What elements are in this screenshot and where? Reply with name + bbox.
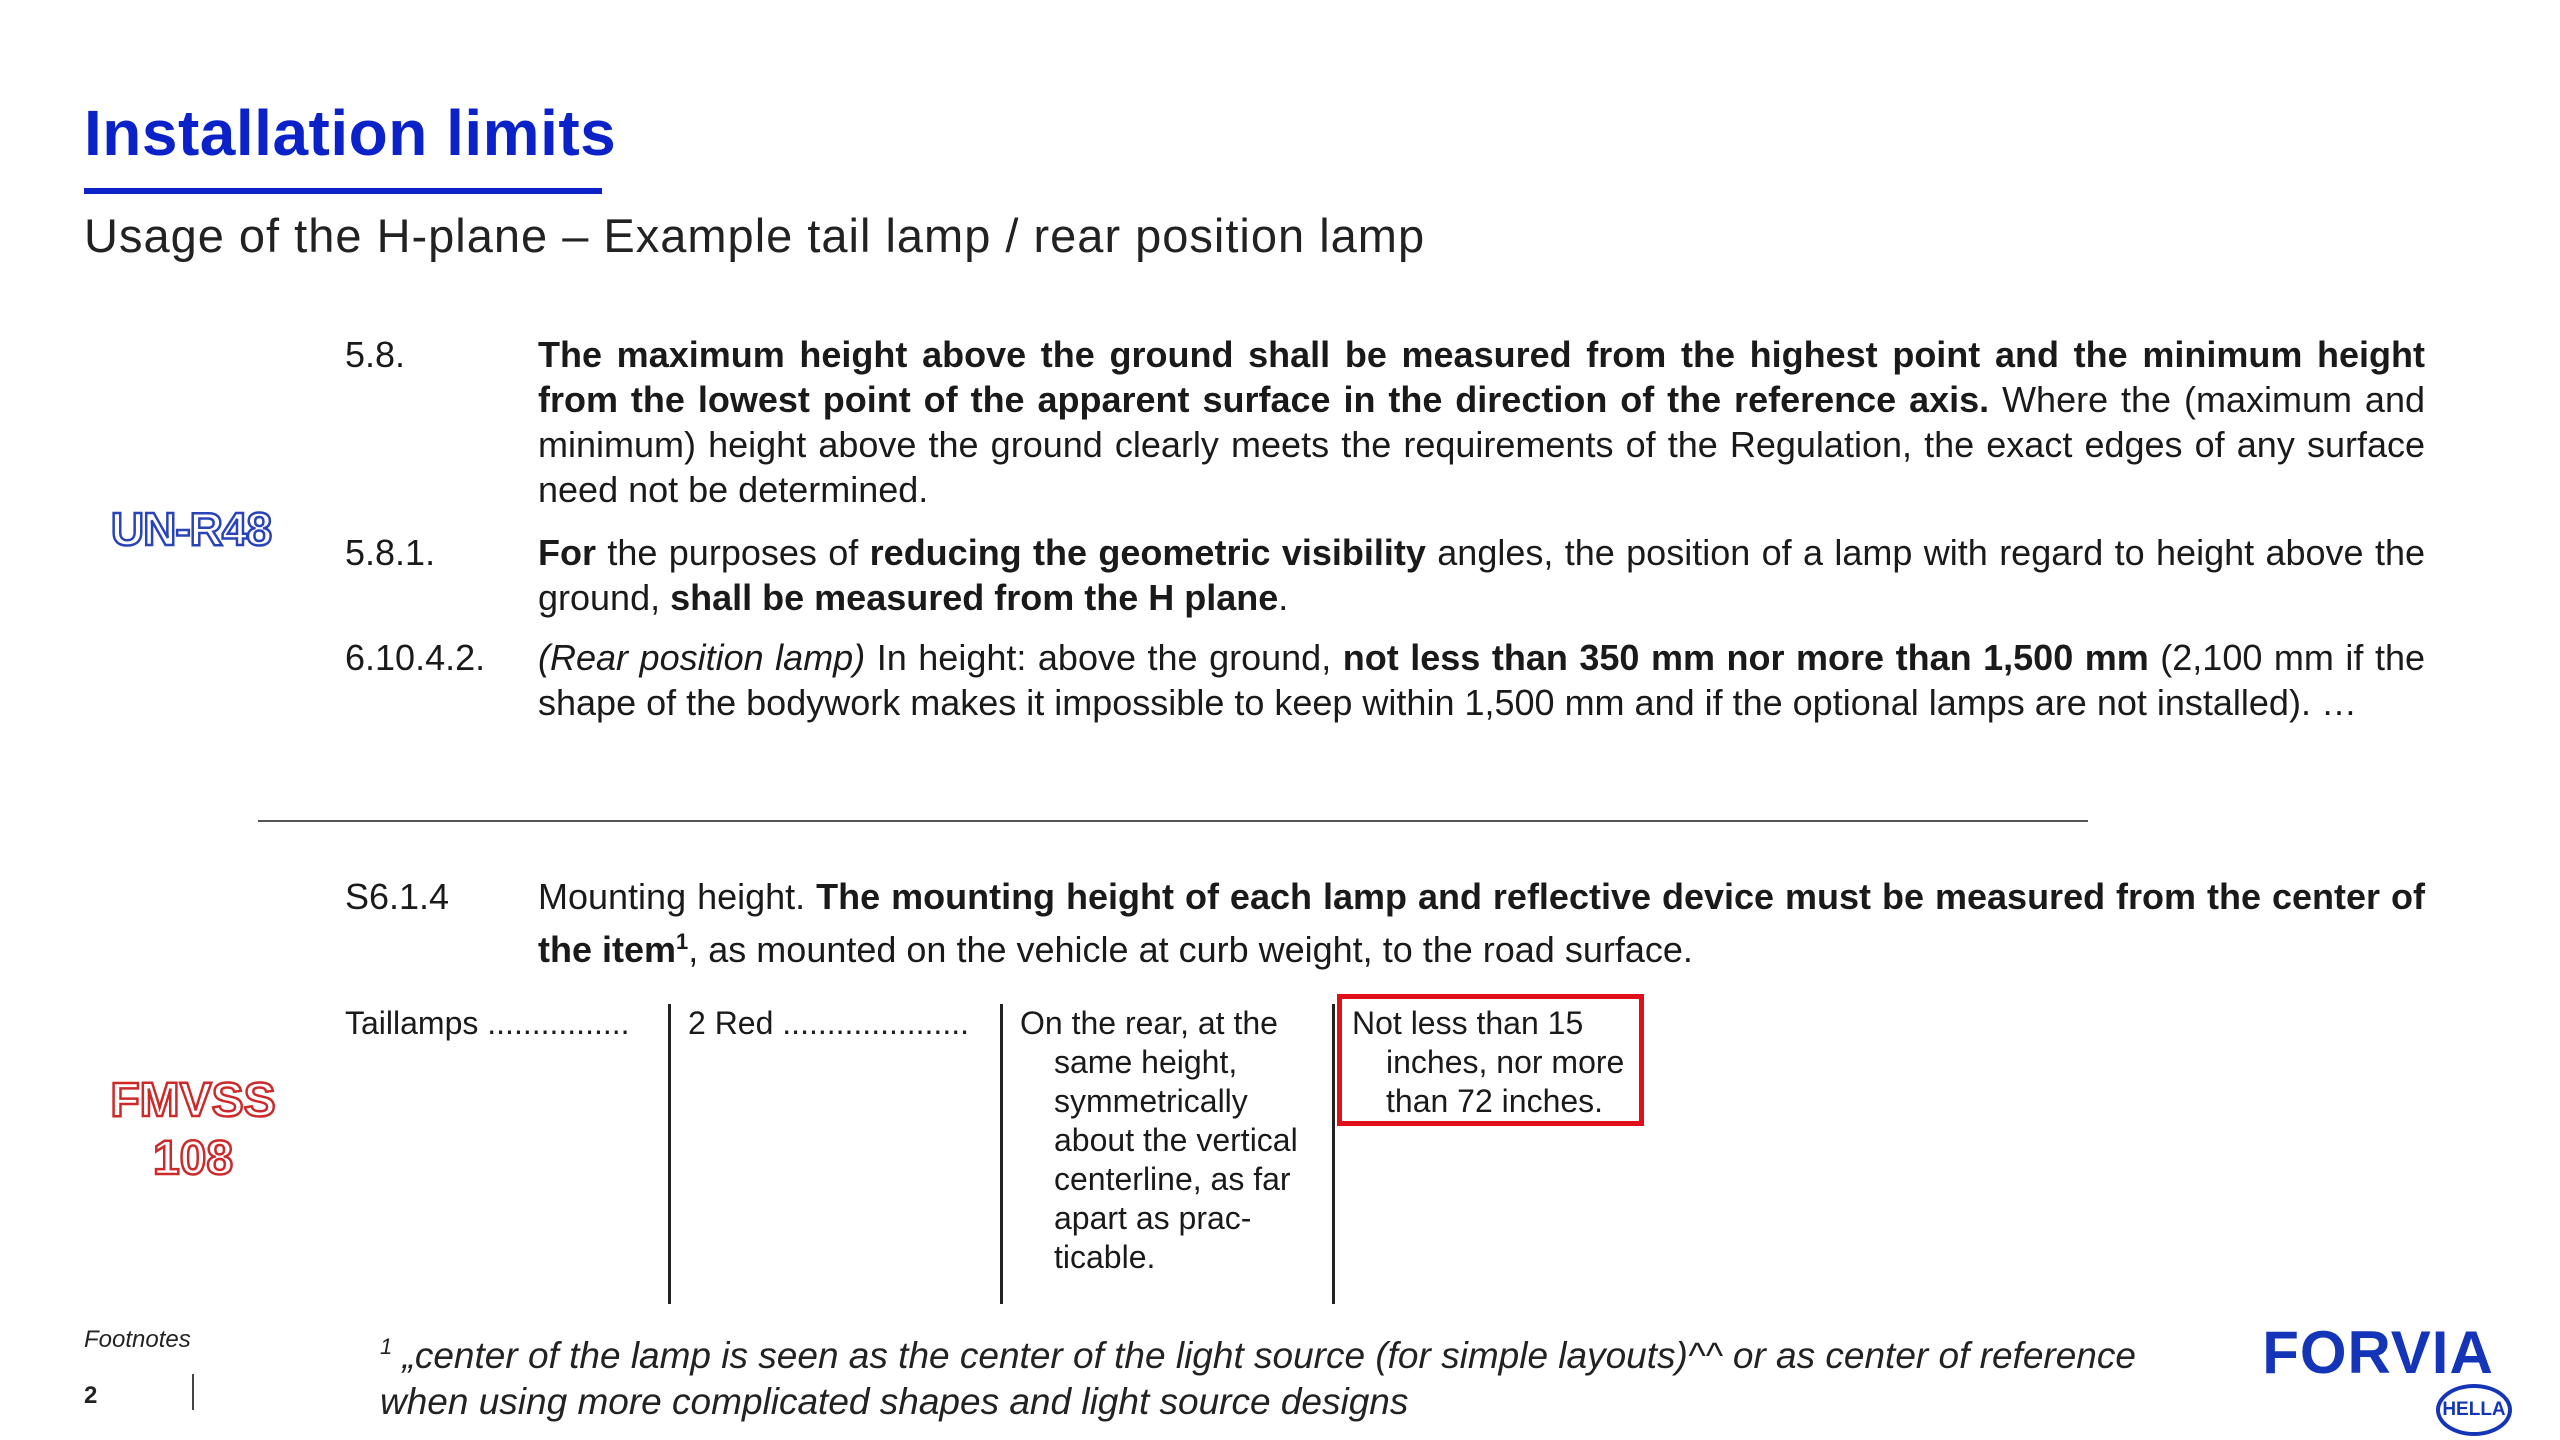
footnote-body: „center of the lamp is seen as the center of the light source (for simple layouts)^^ or as center of reference when using more complicated shapes and light source designs [380, 1335, 2136, 1422]
fmvss-stamp-line1: FMVSS [110, 1074, 276, 1127]
bold-text: The maximum height above the ground shall be measured from the highest point and the minimum height from the lowest point of the apparent surface in the direction of the reference axis. [538, 334, 2425, 420]
table-cell-location: On the rear, at the same height, symmetrically about the vertical centerline, as far apart as prac-ticable. [1020, 1005, 1298, 1275]
bold-text: reducing the geometric visibility [869, 532, 1426, 573]
page-title: Installation limits [84, 97, 617, 169]
bold-text: shall be measured from the H plane [670, 577, 1279, 618]
regular-text: (2,100 mm if the shape of the bodywork makes it impossible to keep within 1,500 mm and if the optional lamps are not installed). … [538, 637, 2425, 723]
paragraph-text [538, 874, 2425, 972]
fmvss-108-stamp [88, 1072, 298, 1187]
hella-logo-text: HELLA [2442, 1399, 2506, 1420]
paragraph-text [538, 530, 2425, 620]
regular-text: Where the (maximum and minimum) height above the ground clearly meets the requirements of the Regulation, the exact edges of any surface need not be determined. [538, 379, 2425, 510]
footnote-mark: 1 [380, 1334, 393, 1359]
paragraph-text [538, 332, 2425, 512]
title-underline [84, 188, 602, 194]
bold-text: not less than 350 mm nor more than 1,500 mm [1342, 637, 2149, 678]
table-cell-height: Not less than 15 inches, nor more than 72 inches. [1352, 1005, 1625, 1119]
table-divider [1000, 1004, 1003, 1304]
footnote-text [380, 1324, 2200, 1425]
fmvss-stamp-line2: 108 [152, 1131, 234, 1185]
page-number: 2 [84, 1382, 98, 1409]
regular-text: the purposes of [596, 532, 870, 573]
paragraph-number: 5.8.1. [345, 532, 436, 573]
table-cell-quantity: 2 Red ..................... [688, 1005, 969, 1041]
bold-text: The mounting height of each lamp and reflective device must be measured from the center of the item [538, 876, 2425, 970]
footnote-marker: 1 [676, 929, 689, 954]
italic-text: (Rear position lamp) [538, 637, 866, 678]
highlight-box [1337, 994, 1644, 1126]
un-r48-stamp: UN-R48 [110, 503, 272, 555]
regular-text: . [1278, 577, 1289, 618]
bold-text: For [538, 532, 596, 573]
regular-text: In height: above the ground, [865, 637, 1343, 678]
hella-logo [2436, 1384, 2512, 1436]
regular-text: Mounting height. [538, 876, 817, 917]
paragraph-text [538, 635, 2425, 725]
page-divider [192, 1374, 194, 1410]
page-subtitle: Usage of the H-plane – Example tail lamp / rear position lamp [84, 209, 1426, 262]
regular-text: angles, the position of a lamp with regard to height above the ground, [538, 532, 2425, 618]
paragraph-number: 6.10.4.2. [345, 637, 486, 678]
paragraph-number: 5.8. [345, 334, 406, 375]
paragraph-number: S6.1.4 [345, 876, 450, 917]
forvia-logo: FORVIA [2262, 1319, 2494, 1386]
table-cell-item: Taillamps ................ [345, 1005, 630, 1041]
regular-text: , as mounted on the vehicle at curb weight, to the road surface. [688, 929, 1693, 970]
section-divider [258, 820, 2088, 822]
table-divider [668, 1004, 671, 1304]
table-divider [1332, 1004, 1335, 1304]
footnotes-label: Footnotes [84, 1326, 191, 1353]
